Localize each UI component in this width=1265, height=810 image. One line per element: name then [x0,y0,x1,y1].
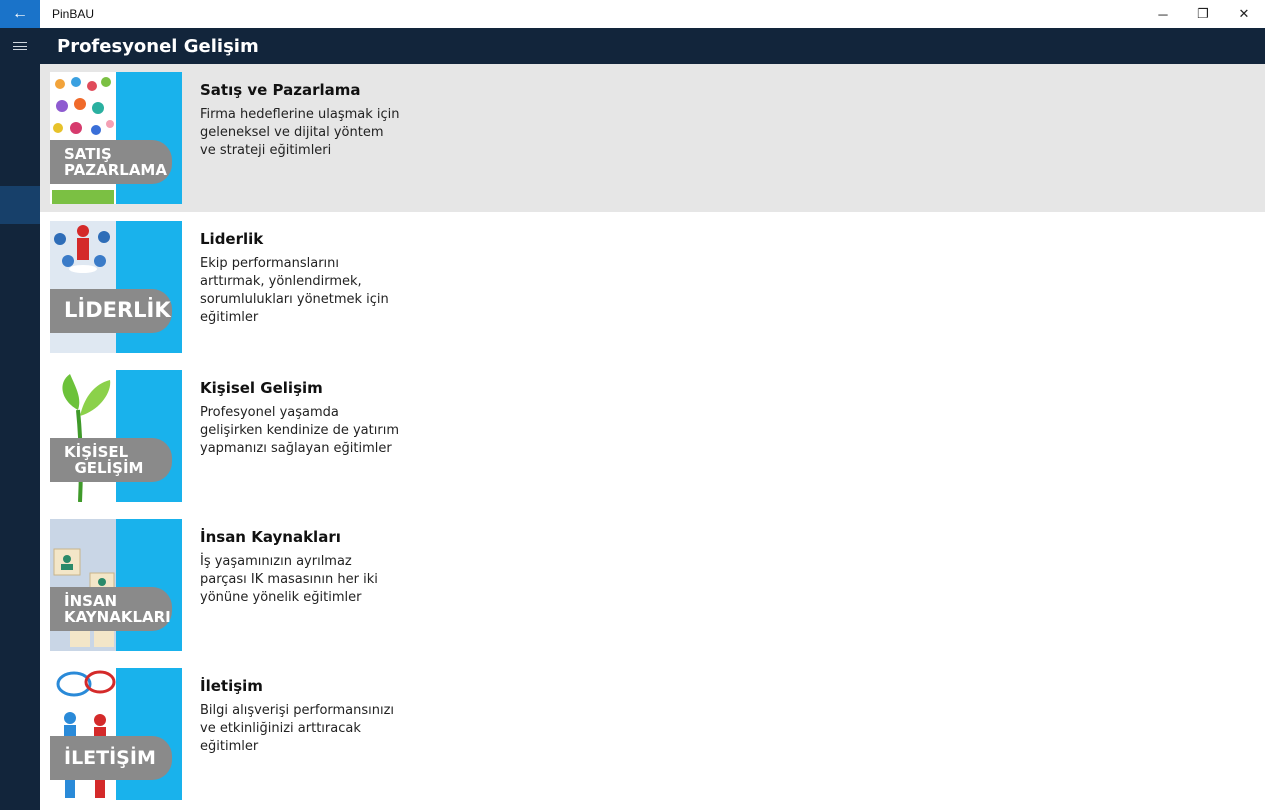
kisisel-gelisim-image [50,370,182,502]
list-item-satis-pazarlama[interactable] [40,64,1265,212]
plant-photo [50,370,116,502]
menu-button[interactable] [0,28,40,64]
item-title: Liderlik [200,230,264,248]
iletisim-label: İLETİŞİM [50,736,172,780]
hr-blocks-photo [50,519,116,651]
list-item-liderlik[interactable] [40,213,1265,361]
liderlik-label: LİDERLİK [50,289,172,333]
back-button[interactable] [0,0,40,28]
communication-photo [50,668,116,800]
satis-pazarlama-image [50,72,182,204]
maximize-button[interactable] [1183,0,1223,28]
arrow-left-icon: ← [12,5,28,22]
item-description: Bilgi alışverişi performansınızı ve etkinliğinizi arttıracak eğitimler [200,703,395,754]
minimize-icon: ─ [1158,6,1168,22]
people-icons-photo [50,72,116,204]
title-bar [0,0,1265,28]
kisisel-gelisim-label: KİŞİSEL GELİŞİM [50,438,172,482]
app-title: PinBAU [52,7,95,21]
close-icon: ✕ [1238,6,1250,21]
minimize-button[interactable] [1143,0,1183,28]
close-button[interactable] [1224,0,1264,28]
item-description: İş yaşamınızın ayrılmaz parçası IK masasının her iki yönüne yönelik eğitimler [200,554,378,605]
sidebar [0,28,40,810]
item-description: Ekip performanslarını arttırmak, yönlendirmek, sorumlulukları yönetmek için eğitimler [200,256,389,325]
item-description: Profesyonel yaşamda gelişirken kendinize de yatırım yapmanızı sağlayan eğitimler [200,405,399,456]
satis-pazarlama-label: SATIŞ PAZARLAMA [50,140,172,184]
page-title: Profesyonel Gelişim [57,36,259,57]
item-title: İnsan Kaynakları [200,528,341,546]
list-item-insan-kaynaklari[interactable] [40,511,1265,659]
page-header [40,28,1265,64]
item-title: İletişim [200,677,263,695]
hamburger-icon [13,42,27,50]
course-list [40,64,1265,810]
insan-kaynaklari-image [50,519,182,651]
liderlik-image [50,221,182,353]
list-item-iletisim[interactable] [40,660,1265,808]
iletisim-image [50,668,182,800]
sidebar-selected-item[interactable] [0,186,40,224]
leader-photo [50,221,116,353]
restore-icon: ❐ [1197,6,1209,21]
item-title: Kişisel Gelişim [200,379,323,397]
item-description: Firma hedeflerine ulaşmak için geleneksel ve dijital yöntem ve strateji eğitimleri [200,107,400,158]
list-item-kisisel-gelisim[interactable] [40,362,1265,510]
insan-kaynaklari-label: İNSAN KAYNAKLARI [50,587,172,631]
item-title: Satış ve Pazarlama [200,81,361,99]
